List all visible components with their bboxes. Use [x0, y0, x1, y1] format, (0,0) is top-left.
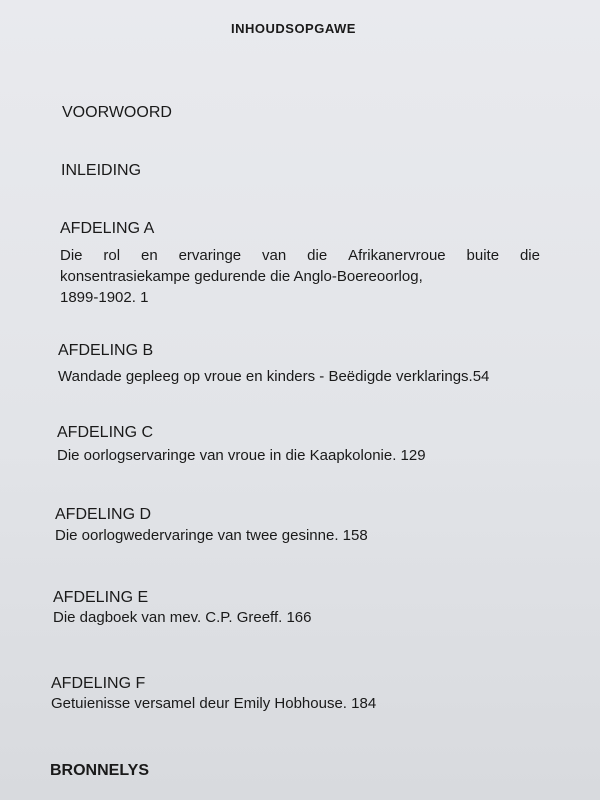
afdeling-b-heading: AFDELING B [58, 342, 154, 359]
afdeling-b-line: Wandade gepleeg op vroue en kinders - Beëdigde verklarings.54 [58, 368, 490, 385]
word: en [141, 247, 158, 264]
word: die [307, 247, 328, 264]
afdeling-f-line: Getuienisse versamel deur Emily Hobhouse. 184 [51, 695, 377, 712]
word: Afrikanervroue [348, 247, 446, 264]
afdeling-c-heading: AFDELING C [57, 424, 154, 441]
word: buite [466, 247, 500, 264]
afdeling-d-line: Die oorlogwedervaringe van twee gesinne. 158 [55, 527, 368, 544]
afdeling-e-line: Die dagboek van mev. C.P. Greeff. 166 [53, 609, 312, 626]
afdeling-a-heading: AFDELING A [60, 220, 155, 237]
word: van [262, 247, 287, 264]
afdeling-d-heading: AFDELING D [55, 506, 152, 523]
page-title: INHOUDSOPGAWE [231, 21, 356, 36]
afdeling-a-line-1 [60, 247, 540, 264]
afdeling-f-heading: AFDELING F [51, 675, 146, 692]
afdeling-a-line-3: 1899-1902. 1 [60, 289, 149, 306]
word: Die [60, 247, 83, 264]
voorwoord-heading: VOORWOORD [62, 104, 172, 121]
afdeling-c-line: Die oorlogservaringe van vroue in die Kaapkolonie. 129 [57, 447, 426, 464]
bronnelys-heading: BRONNELYS [50, 762, 149, 779]
word: ervaringe [178, 247, 242, 264]
word: rol [103, 247, 121, 264]
afdeling-a-line-2: konsentrasiekampe gedurende die Anglo-Boereoorlog, [60, 268, 423, 285]
afdeling-e-heading: AFDELING E [53, 589, 149, 606]
word: die [519, 247, 540, 264]
inleiding-heading: INLEIDING [61, 162, 142, 179]
